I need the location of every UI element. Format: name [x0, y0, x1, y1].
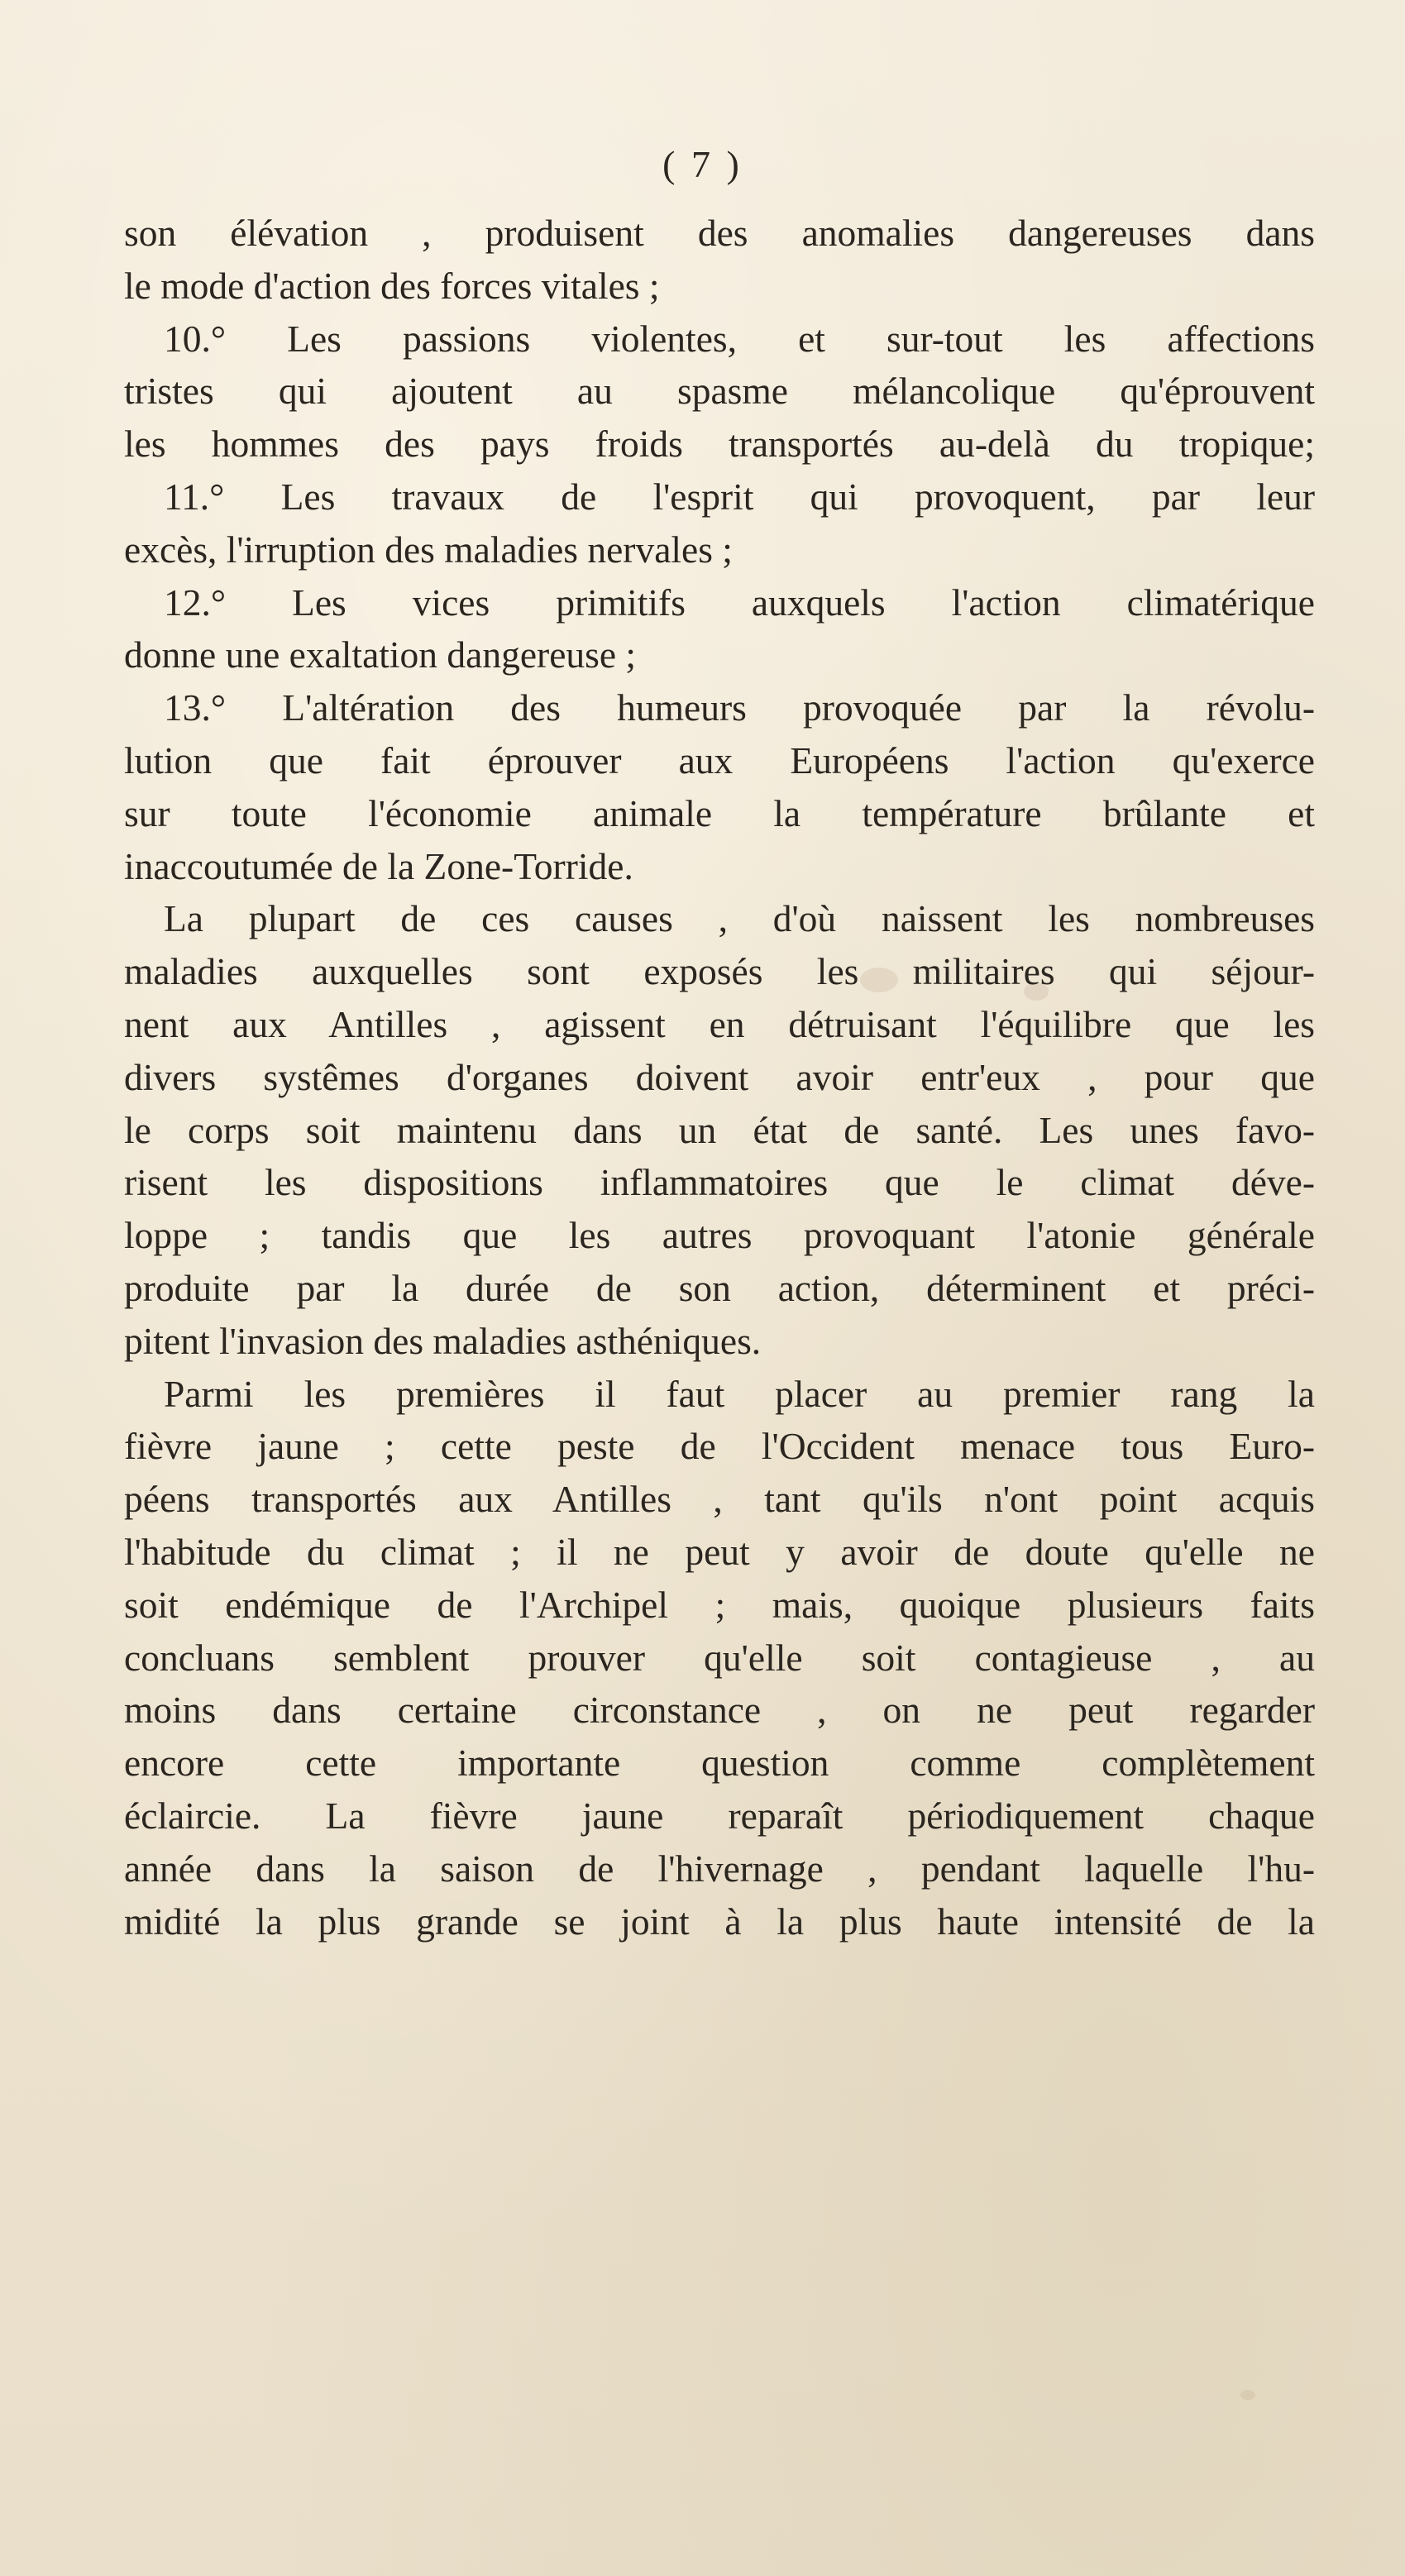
text-line: Parmi les premières il faut placer au premier rang la [164, 1372, 1315, 1415]
text-line: excès, l'irruption des maladies nervales ; [124, 528, 733, 571]
text-line: le corps soit maintenu dans un état de santé. Les unes favo- [124, 1108, 1315, 1151]
text-line: le mode d'action des forces vitales ; [124, 264, 660, 307]
text-line: les hommes des pays froids transportés au-delà du tropique; [124, 423, 1315, 466]
text-line: son élévation , produisent des anomalies dangereuses dans [124, 212, 1315, 254]
text-line: divers systêmes d'organes doivent avoir entr'eux , pour que [124, 1055, 1315, 1098]
text-line: péens transportés aux Antilles , tant qu'ils n'ont point acquis [124, 1478, 1315, 1521]
text-line: sur toute l'économie animale la température brûlante et [124, 791, 1315, 834]
text-line: 12.° Les vices primitifs auxquels l'action climatérique [164, 581, 1315, 624]
body-text [124, 207, 1315, 1948]
page-number: ( 7 ) [662, 143, 743, 185]
text-line: produite par la durée de son action, déterminent et préci- [124, 1266, 1315, 1309]
text-line: 11.° Les travaux de l'esprit qui provoquent, par leur [164, 475, 1315, 518]
text-line: loppe ; tandis que les autres provoquant l'atonie générale [124, 1214, 1315, 1257]
text-line: La plupart de ces causes , d'où naissent les nombreuses [164, 897, 1315, 940]
text-line: risent les dispositions inflammatoires que le climat déve- [124, 1161, 1315, 1204]
text-line: donne une exaltation dangereuse ; [124, 633, 637, 676]
text-line: éclaircie. La fièvre jaune reparaît périodiquement chaque [124, 1794, 1315, 1837]
text-line: 13.° L'altération des humeurs provoquée par la révolu- [164, 686, 1315, 729]
text-line: lution que fait éprouver aux Européens l'action qu'exerce [124, 738, 1315, 781]
text-line: soit endémique de l'Archipel ; mais, quoique plusieurs faits [124, 1583, 1315, 1626]
text-line: moins dans certaine circonstance , on ne peut regarder [124, 1689, 1315, 1732]
text-line: tristes qui ajoutent au spasme mélancolique qu'éprouvent [124, 370, 1315, 413]
text-line: nent aux Antilles , agissent en détruisant l'équilibre que les [124, 1002, 1315, 1045]
text-line: concluans semblent prouver qu'elle soit contagieuse , au [124, 1636, 1315, 1679]
text-line: inaccoutumée de la Zone-Torride. [124, 844, 633, 887]
text-line: encore cette importante question comme complètement [124, 1742, 1315, 1785]
text-line: année dans la saison de l'hivernage , pendant laquelle l'hu- [124, 1847, 1315, 1890]
text-line: l'habitude du climat ; il ne peut y avoir de doute qu'elle ne [124, 1530, 1315, 1573]
paper-spot [1240, 2390, 1255, 2400]
text-line: pitent l'invasion des maladies asthéniques. [124, 1319, 762, 1362]
text-line: fièvre jaune ; cette peste de l'Occident menace tous Euro- [124, 1425, 1315, 1468]
text-line: maladies auxquelles sont exposés les militaires qui séjour- [124, 950, 1315, 993]
text-line: 10.° Les passions violentes, et sur-tout les affections [164, 317, 1315, 360]
text-line: midité la plus grande se joint à la plus haute intensité de la [124, 1900, 1315, 1943]
